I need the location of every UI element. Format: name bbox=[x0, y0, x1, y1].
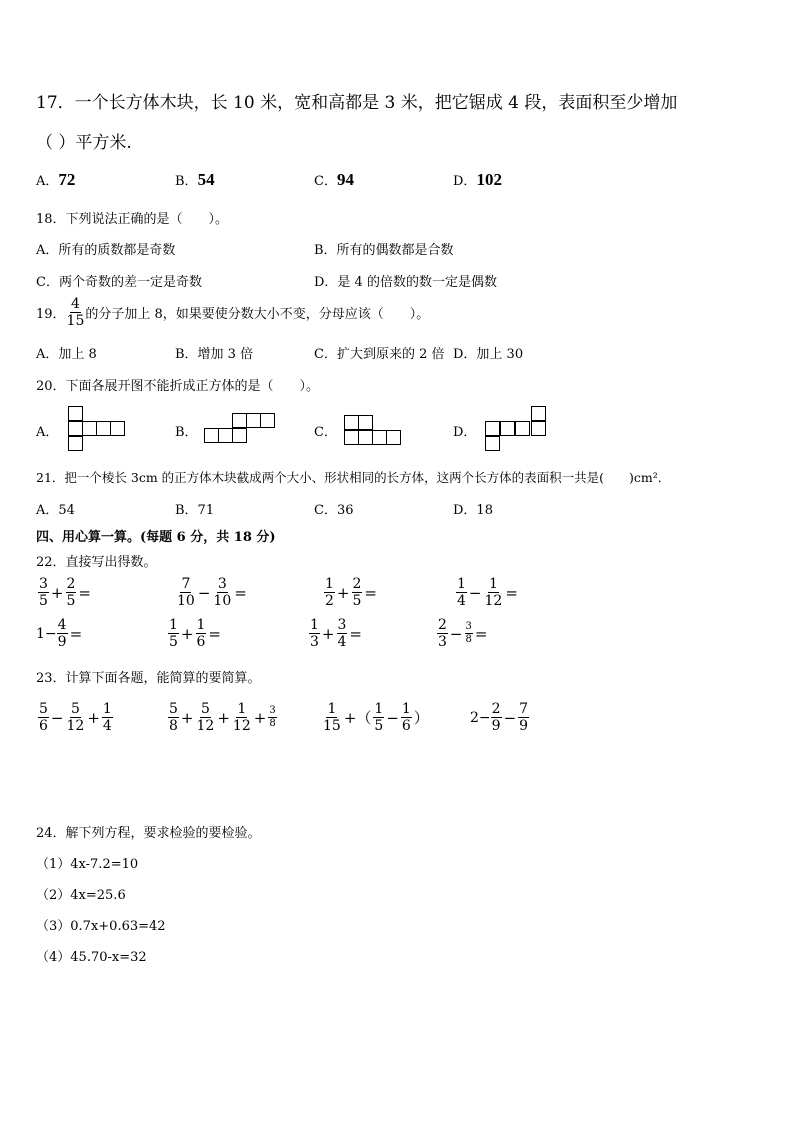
q19-option-d: D．加上 30 bbox=[453, 347, 524, 362]
q18-option-b: B．所有的偶数都是合数 bbox=[314, 243, 454, 258]
q17-option-a: A．72 bbox=[36, 170, 76, 189]
section-4-title: 四、用心算一算。(每题 6 分，共 18 分) bbox=[36, 530, 276, 545]
q21-option-d: D．18 bbox=[453, 503, 493, 518]
q22-expr-4: $\frac{1}{4}$ − $\frac{1}{12}$ = bbox=[457, 576, 518, 609]
q22-expr-7: $\frac{1}{3}$ + $\frac{3}{4}$ = bbox=[310, 617, 362, 650]
cube-net-b bbox=[204, 413, 282, 445]
q17-option-d: D．102 bbox=[453, 170, 502, 189]
q21-option-c: C．36 bbox=[314, 503, 354, 518]
q20-letter-d: D． bbox=[453, 425, 477, 440]
q21-option-a: A．54 bbox=[36, 503, 75, 518]
q21-text: 21．把一个棱长 3cm 的正方体木块截成两个大小、形状相同的长方体，这两个长方体的表面积一共是( )cm²． bbox=[36, 470, 671, 485]
q24-item-2: （2）4x=25.6 bbox=[36, 888, 126, 903]
q23-expr-4: 2− $\frac{2}{9}$ − $\frac{7}{9}$ bbox=[470, 701, 529, 734]
q23-title: 23．计算下面各题，能简算的要简算。 bbox=[36, 671, 261, 686]
q20-text: 20．下面各展开图不能折成正方体的是（ ）。 bbox=[36, 379, 320, 394]
q19-option-c: C．扩大到原来的 2 倍 bbox=[314, 347, 445, 362]
cube-net-a bbox=[68, 406, 132, 452]
q17-text-line2: （ ）平方米. bbox=[36, 133, 132, 153]
q24-item-3: （3）0.7x+0.63=42 bbox=[36, 919, 166, 934]
q23-expr-3: $\frac{1}{15}$ +（ $\frac{1}{5}$ − $\frac{1}{6}$ ） bbox=[323, 701, 429, 734]
q17-text-line1: 17．一个长方体木块，长 10 米，宽和高都是 3 米，把它锯成 4 段，表面积至少增加 bbox=[36, 93, 678, 113]
q20-letter-b: B． bbox=[175, 425, 198, 440]
q18-option-c: C．两个奇数的差一定是奇数 bbox=[36, 275, 202, 290]
q18-option-d: D．是 4 的倍数的数一定是偶数 bbox=[314, 275, 497, 290]
q22-expr-5: 1− $\frac{4}{9}$ = bbox=[36, 617, 83, 650]
q24-title: 24．解下列方程，要求检验的要检验。 bbox=[36, 826, 261, 841]
cube-net-d bbox=[485, 406, 549, 454]
q19-text: 19． $\frac{4}{15}$ 的分子加上 8，如果要使分数大小不变，分母应该（ ）。 bbox=[36, 296, 430, 329]
q23-expr-2: $\frac{5}{8}$ + $\frac{5}{12}$ + $\frac{1}{12}$ + $\frac{3}{8}$ bbox=[169, 701, 276, 734]
q17-option-b: B．54 bbox=[175, 170, 215, 189]
q22-title: 22．直接写出得数。 bbox=[36, 555, 157, 570]
q18-option-a: A．所有的质数都是奇数 bbox=[36, 243, 176, 258]
q23-expr-1: $\frac{5}{6}$ − $\frac{5}{12}$ + $\frac{1}{4}$ bbox=[39, 701, 112, 734]
q21-option-b: B．71 bbox=[175, 503, 215, 518]
q22-expr-1: $\frac{3}{5}$ + $\frac{2}{5}$ = bbox=[39, 576, 91, 609]
q24-item-4: （4）45.70-x=32 bbox=[36, 950, 147, 965]
q20-letter-c: C． bbox=[314, 425, 337, 440]
q22-expr-6: $\frac{1}{5}$ + $\frac{1}{6}$ = bbox=[169, 617, 221, 650]
q22-expr-8: $\frac{2}{3}$ − $\frac{3}{8}$ = bbox=[438, 617, 488, 650]
q17-option-c: C．94 bbox=[314, 170, 354, 189]
q24-item-1: （1）4x-7.2=10 bbox=[36, 857, 139, 872]
cube-net-c bbox=[344, 415, 408, 447]
q19-fraction: $\frac{4}{15}$ bbox=[66, 296, 85, 329]
q18-text: 18．下列说法正确的是（ ）。 bbox=[36, 212, 229, 227]
q20-letter-a: A． bbox=[36, 425, 59, 440]
q22-expr-3: $\frac{1}{2}$ + $\frac{2}{5}$ = bbox=[325, 576, 377, 609]
q19-option-a: A．加上 8 bbox=[36, 347, 97, 362]
q19-option-b: B．增加 3 倍 bbox=[175, 347, 254, 362]
q22-expr-2: $\frac{7}{10}$ − $\frac{3}{10}$ = bbox=[177, 576, 247, 609]
